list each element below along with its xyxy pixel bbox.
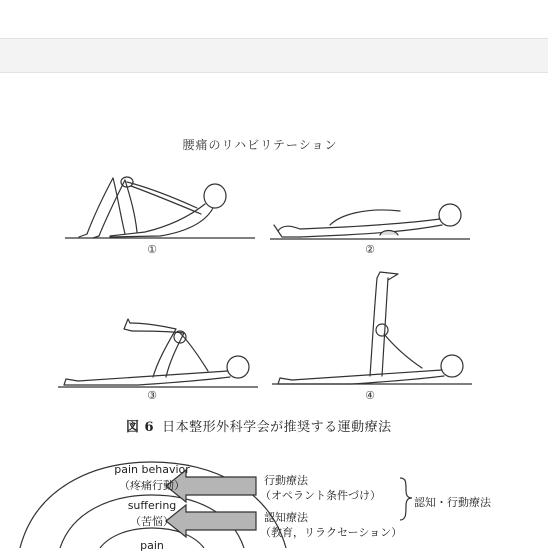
figure-number-1: ① (147, 243, 157, 256)
figure-number-4: ④ (365, 389, 375, 402)
browser-top-bar (0, 0, 548, 39)
therapy-detail-behavioral: （オペラント条件づけ） (260, 489, 381, 502)
figure-caption-text: 日本整形外科学会が推奨する運動療法 (162, 420, 392, 435)
ring-label-pain: pain (140, 539, 164, 552)
ring-sublabel-pain-behavior: （疼痛行動） (119, 479, 185, 492)
exercise-illustration-2 (270, 195, 470, 243)
figure-caption (126, 416, 392, 435)
figure-number-2: ② (365, 243, 375, 256)
therapy-name-behavioral: 行動療法 (264, 474, 308, 487)
page-title: 腰痛のリハビリテーション (182, 138, 338, 152)
ring-label-suffering: suffering (127, 499, 177, 512)
group-label-cognitive-behavioral: 認知・行動療法 (414, 496, 491, 509)
toolbar-band (0, 39, 548, 73)
ring-label-pain-behavior: pain behavior (114, 463, 190, 476)
exercise-illustration-1 (65, 168, 255, 243)
ring-sublabel-suffering: （苦悩） (130, 515, 174, 528)
group-brace (400, 478, 412, 520)
figure-number-3: ③ (147, 389, 157, 402)
therapy-detail-cognitive: （教育，リラクセーション） (260, 526, 403, 539)
therapy-name-cognitive: 認知療法 (264, 511, 308, 524)
exercise-illustration-4 (272, 268, 472, 388)
exercise-illustration-3 (58, 315, 258, 390)
figure-label: 図 6 (126, 420, 155, 435)
